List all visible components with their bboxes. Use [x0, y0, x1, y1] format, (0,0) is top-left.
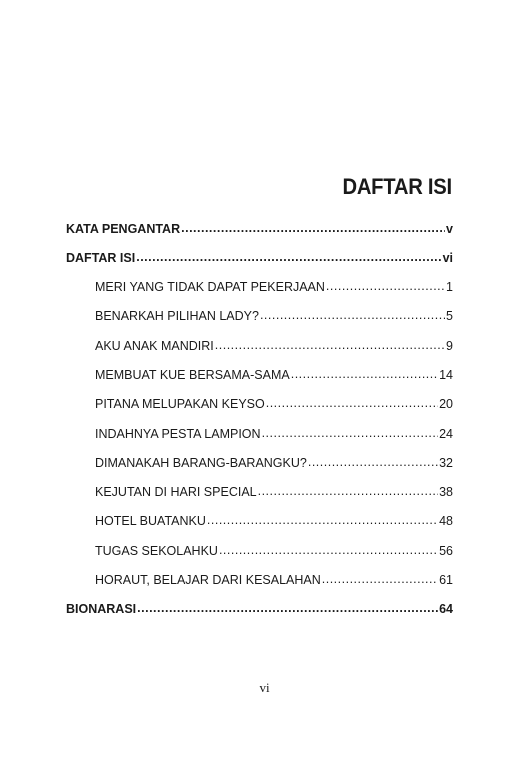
toc-entry-label: KEJUTAN DI HARI SPECIAL	[95, 485, 257, 500]
toc-entry-label: KATA PENGANTAR	[66, 221, 181, 236]
toc-entry-page: vi	[442, 250, 453, 265]
page-number: vi	[259, 680, 270, 695]
toc-entry-label: MEMBUAT KUE BERSAMA-SAMA	[95, 367, 290, 382]
toc-entry	[66, 396, 453, 425]
toc-entry-page: 1	[446, 280, 453, 295]
toc-entry-page: 20	[439, 397, 453, 412]
toc-entry	[66, 601, 453, 630]
toc-entry	[66, 484, 453, 513]
toc-dot-leader	[291, 366, 438, 379]
toc-dot-leader	[215, 337, 445, 350]
toc-entry	[66, 366, 453, 395]
toc-dot-leader	[181, 220, 445, 233]
toc-dot-leader	[260, 308, 445, 321]
toc-entry	[66, 572, 453, 601]
toc-entry	[66, 425, 453, 454]
toc-entry-label: BIONARASI	[66, 602, 137, 617]
toc-entry-label: HOTEL BUATANKU	[95, 514, 206, 529]
toc-dot-leader	[262, 425, 439, 438]
toc-dot-leader	[136, 249, 441, 262]
toc-entry-label: HORAUT, BELAJAR DARI KESALAHAN	[95, 573, 321, 588]
toc-entry-label: MERI YANG TIDAK DAPAT PEKERJAAN	[95, 280, 325, 295]
toc-dot-leader	[258, 484, 438, 497]
toc-dot-leader	[326, 279, 445, 292]
table-of-contents	[66, 220, 453, 630]
toc-entry-page: 5	[446, 309, 453, 324]
toc-dot-leader	[137, 601, 438, 614]
toc-dot-leader	[308, 454, 438, 467]
toc-entry-page: 24	[439, 426, 453, 441]
toc-entry	[66, 542, 453, 571]
toc-dot-leader	[322, 572, 438, 585]
toc-dot-leader	[219, 542, 438, 555]
toc-entry	[66, 308, 453, 337]
toc-entry	[66, 454, 453, 483]
toc-entry-page: 64	[439, 602, 453, 617]
toc-entry-label: TUGAS SEKOLAHKU	[95, 543, 218, 558]
toc-entry-page: 32	[439, 455, 453, 470]
toc-entry-label: AKU ANAK MANDIRI	[95, 338, 214, 353]
page-title: DAFTAR ISI	[342, 174, 452, 199]
toc-entry-page: 9	[446, 338, 453, 353]
toc-entry-label: PITANA MELUPAKAN KEYSO	[95, 397, 265, 412]
toc-entry-page: 56	[439, 543, 453, 558]
toc-entry-label: INDAHNYA PESTA LAMPION	[95, 426, 261, 441]
toc-dot-leader	[266, 396, 438, 409]
toc-dot-leader	[207, 513, 438, 526]
toc-entry-page: 38	[439, 485, 453, 500]
toc-entry-page: 14	[439, 367, 453, 382]
toc-entry-label: DIMANAKAH BARANG-BARANGKU?	[95, 455, 307, 470]
toc-entry-label: DAFTAR ISI	[66, 250, 136, 265]
toc-entry	[66, 513, 453, 542]
toc-entry	[66, 279, 453, 308]
toc-entry	[66, 220, 453, 249]
toc-entry-page: 48	[439, 514, 453, 529]
toc-entry-label: BENARKAH PILIHAN LADY?	[95, 309, 259, 324]
toc-entry	[66, 337, 453, 366]
toc-entry-page: 61	[439, 573, 453, 588]
toc-entry-page: v	[446, 221, 453, 236]
toc-entry	[66, 249, 453, 278]
